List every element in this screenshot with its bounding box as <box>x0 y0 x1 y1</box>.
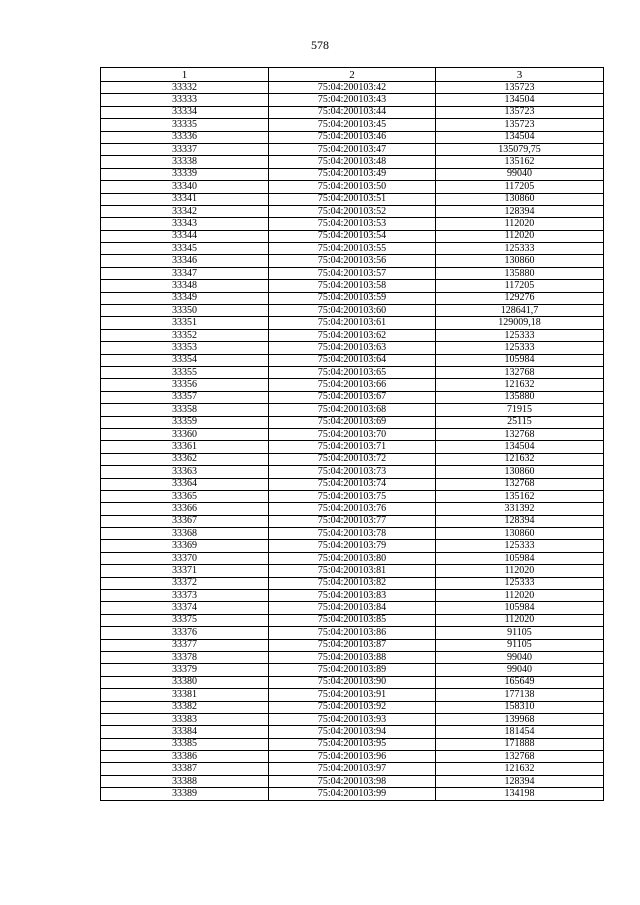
cadastral-number-cell: 75:04:200103:54 <box>269 230 436 242</box>
table-row <box>101 627 604 639</box>
row-number-cell: 33334 <box>101 106 269 118</box>
table-row <box>101 726 604 738</box>
cadastral-number-cell: 75:04:200103:86 <box>269 627 436 639</box>
row-number-cell: 33372 <box>101 577 269 589</box>
table-row <box>101 515 604 527</box>
cadastral-number-cell: 75:04:200103:71 <box>269 441 436 453</box>
row-number-cell: 33346 <box>101 255 269 267</box>
table-row <box>101 751 604 763</box>
cadastral-number-cell: 75:04:200103:44 <box>269 106 436 118</box>
table-row <box>101 366 604 378</box>
value-cell: 125333 <box>436 540 604 552</box>
row-number-cell: 33336 <box>101 131 269 143</box>
table-row <box>101 94 604 106</box>
table-row <box>101 664 604 676</box>
value-cell: 130860 <box>436 255 604 267</box>
table-row <box>101 478 604 490</box>
table-row <box>101 639 604 651</box>
table-row <box>101 552 604 564</box>
cadastral-number-cell: 75:04:200103:92 <box>269 701 436 713</box>
cadastral-number-cell: 75:04:200103:95 <box>269 738 436 750</box>
column-header-2: 2 <box>269 68 436 82</box>
cadastral-number-cell: 75:04:200103:51 <box>269 193 436 205</box>
table-row <box>101 416 604 428</box>
row-number-cell: 33385 <box>101 738 269 750</box>
table-row <box>101 168 604 180</box>
cadastral-number-cell: 75:04:200103:43 <box>269 94 436 106</box>
page-number: 578 <box>311 38 329 52</box>
cadastral-number-cell: 75:04:200103:79 <box>269 540 436 552</box>
value-cell: 112020 <box>436 590 604 602</box>
row-number-cell: 33367 <box>101 515 269 527</box>
row-number-cell: 33347 <box>101 267 269 279</box>
row-number-cell: 33388 <box>101 775 269 787</box>
cadastral-number-cell: 75:04:200103:94 <box>269 726 436 738</box>
row-number-cell: 33338 <box>101 156 269 168</box>
row-number-cell: 33344 <box>101 230 269 242</box>
table-row <box>101 218 604 230</box>
value-cell: 105984 <box>436 602 604 614</box>
cadastral-number-cell: 75:04:200103:74 <box>269 478 436 490</box>
cadastral-number-cell: 75:04:200103:57 <box>269 267 436 279</box>
table-body <box>101 82 604 801</box>
cadastral-number-cell: 75:04:200103:72 <box>269 453 436 465</box>
value-cell: 105984 <box>436 552 604 564</box>
cadastral-number-cell: 75:04:200103:99 <box>269 788 436 800</box>
table-row <box>101 428 604 440</box>
value-cell: 128394 <box>436 775 604 787</box>
value-cell: 25115 <box>436 416 604 428</box>
table-row <box>101 391 604 403</box>
table-row <box>101 143 604 155</box>
cadastral-number-cell: 75:04:200103:65 <box>269 366 436 378</box>
table-row <box>101 490 604 502</box>
value-cell: 132768 <box>436 366 604 378</box>
row-number-cell: 33360 <box>101 428 269 440</box>
cadastral-number-cell: 75:04:200103:70 <box>269 428 436 440</box>
value-cell: 99040 <box>436 664 604 676</box>
cadastral-number-cell: 75:04:200103:69 <box>269 416 436 428</box>
table-row <box>101 267 604 279</box>
row-number-cell: 33377 <box>101 639 269 651</box>
value-cell: 128394 <box>436 515 604 527</box>
row-number-cell: 33389 <box>101 788 269 800</box>
row-number-cell: 33335 <box>101 119 269 131</box>
row-number-cell: 33358 <box>101 404 269 416</box>
value-cell: 125333 <box>436 243 604 255</box>
value-cell: 135162 <box>436 156 604 168</box>
value-cell: 121632 <box>436 453 604 465</box>
value-cell: 121632 <box>436 379 604 391</box>
value-cell: 91105 <box>436 627 604 639</box>
row-number-cell: 33373 <box>101 590 269 602</box>
cadastral-number-cell: 75:04:200103:45 <box>269 119 436 131</box>
row-number-cell: 33371 <box>101 565 269 577</box>
row-number-cell: 33348 <box>101 280 269 292</box>
row-number-cell: 33355 <box>101 366 269 378</box>
value-cell: 112020 <box>436 218 604 230</box>
value-cell: 128641,7 <box>436 305 604 317</box>
table-row <box>101 230 604 242</box>
cadastral-number-cell: 75:04:200103:47 <box>269 143 436 155</box>
data-table <box>100 67 604 801</box>
row-number-cell: 33345 <box>101 243 269 255</box>
row-number-cell: 33382 <box>101 701 269 713</box>
table-row <box>101 577 604 589</box>
value-cell: 132768 <box>436 428 604 440</box>
cadastral-number-cell: 75:04:200103:80 <box>269 552 436 564</box>
value-cell: 117205 <box>436 181 604 193</box>
cadastral-number-cell: 75:04:200103:93 <box>269 713 436 725</box>
cadastral-number-cell: 75:04:200103:73 <box>269 466 436 478</box>
table-row <box>101 590 604 602</box>
row-number-cell: 33379 <box>101 664 269 676</box>
cadastral-number-cell: 75:04:200103:55 <box>269 243 436 255</box>
cadastral-number-cell: 75:04:200103:62 <box>269 329 436 341</box>
row-number-cell: 33369 <box>101 540 269 552</box>
value-cell: 128394 <box>436 205 604 217</box>
table-row <box>101 106 604 118</box>
cadastral-number-cell: 75:04:200103:98 <box>269 775 436 787</box>
row-number-cell: 33383 <box>101 713 269 725</box>
table-row <box>101 441 604 453</box>
cadastral-number-cell: 75:04:200103:52 <box>269 205 436 217</box>
row-number-cell: 33387 <box>101 763 269 775</box>
cadastral-number-cell: 75:04:200103:48 <box>269 156 436 168</box>
cadastral-number-cell: 75:04:200103:61 <box>269 317 436 329</box>
table-row <box>101 788 604 800</box>
row-number-cell: 33366 <box>101 503 269 515</box>
value-cell: 129276 <box>436 292 604 304</box>
cadastral-number-cell: 75:04:200103:53 <box>269 218 436 230</box>
value-cell: 165649 <box>436 676 604 688</box>
cadastral-number-cell: 75:04:200103:50 <box>269 181 436 193</box>
table-row <box>101 329 604 341</box>
cadastral-number-cell: 75:04:200103:68 <box>269 404 436 416</box>
value-cell: 99040 <box>436 168 604 180</box>
value-cell: 177138 <box>436 689 604 701</box>
value-cell: 125333 <box>436 577 604 589</box>
value-cell: 112020 <box>436 614 604 626</box>
value-cell: 121632 <box>436 763 604 775</box>
table-row <box>101 119 604 131</box>
value-cell: 132768 <box>436 478 604 490</box>
row-number-cell: 33359 <box>101 416 269 428</box>
table-row <box>101 82 604 94</box>
cadastral-number-cell: 75:04:200103:58 <box>269 280 436 292</box>
value-cell: 135723 <box>436 119 604 131</box>
cadastral-number-cell: 75:04:200103:64 <box>269 354 436 366</box>
cadastral-number-cell: 75:04:200103:77 <box>269 515 436 527</box>
cadastral-number-cell: 75:04:200103:63 <box>269 342 436 354</box>
cadastral-number-cell: 75:04:200103:60 <box>269 305 436 317</box>
row-number-cell: 33362 <box>101 453 269 465</box>
value-cell: 105984 <box>436 354 604 366</box>
value-cell: 130860 <box>436 528 604 540</box>
value-cell: 139968 <box>436 713 604 725</box>
value-cell: 331392 <box>436 503 604 515</box>
cadastral-number-cell: 75:04:200103:49 <box>269 168 436 180</box>
table-row <box>101 354 604 366</box>
table-row <box>101 689 604 701</box>
table-row <box>101 205 604 217</box>
cadastral-number-cell: 75:04:200103:56 <box>269 255 436 267</box>
cadastral-number-cell: 75:04:200103:82 <box>269 577 436 589</box>
value-cell: 135723 <box>436 106 604 118</box>
value-cell: 134504 <box>436 94 604 106</box>
row-number-cell: 33351 <box>101 317 269 329</box>
table-row <box>101 775 604 787</box>
table-row <box>101 503 604 515</box>
row-number-cell: 33384 <box>101 726 269 738</box>
value-cell: 71915 <box>436 404 604 416</box>
table-row <box>101 280 604 292</box>
cadastral-number-cell: 75:04:200103:67 <box>269 391 436 403</box>
row-number-cell: 33349 <box>101 292 269 304</box>
value-cell: 125333 <box>436 342 604 354</box>
row-number-cell: 33354 <box>101 354 269 366</box>
value-cell: 135723 <box>436 82 604 94</box>
cadastral-number-cell: 75:04:200103:46 <box>269 131 436 143</box>
cadastral-number-cell: 75:04:200103:83 <box>269 590 436 602</box>
table-row <box>101 614 604 626</box>
cadastral-number-cell: 75:04:200103:97 <box>269 763 436 775</box>
cadastral-number-cell: 75:04:200103:59 <box>269 292 436 304</box>
cadastral-number-cell: 75:04:200103:42 <box>269 82 436 94</box>
cadastral-number-cell: 75:04:200103:81 <box>269 565 436 577</box>
value-cell: 91105 <box>436 639 604 651</box>
value-cell: 135880 <box>436 267 604 279</box>
row-number-cell: 33342 <box>101 205 269 217</box>
cadastral-number-cell: 75:04:200103:87 <box>269 639 436 651</box>
cadastral-number-cell: 75:04:200103:84 <box>269 602 436 614</box>
row-number-cell: 33374 <box>101 602 269 614</box>
table-row <box>101 565 604 577</box>
table-header-row <box>101 68 604 82</box>
row-number-cell: 33341 <box>101 193 269 205</box>
value-cell: 112020 <box>436 230 604 242</box>
cadastral-number-cell: 75:04:200103:66 <box>269 379 436 391</box>
value-cell: 134504 <box>436 131 604 143</box>
table-row <box>101 255 604 267</box>
table-row <box>101 292 604 304</box>
table-row <box>101 676 604 688</box>
table-row <box>101 131 604 143</box>
table-row <box>101 243 604 255</box>
table-row <box>101 305 604 317</box>
table-row <box>101 404 604 416</box>
value-cell: 135880 <box>436 391 604 403</box>
row-number-cell: 33363 <box>101 466 269 478</box>
value-cell: 158310 <box>436 701 604 713</box>
table-row <box>101 342 604 354</box>
value-cell: 99040 <box>436 651 604 663</box>
table-row <box>101 156 604 168</box>
value-cell: 135079,75 <box>436 143 604 155</box>
row-number-cell: 33337 <box>101 143 269 155</box>
cadastral-number-cell: 75:04:200103:88 <box>269 651 436 663</box>
row-number-cell: 33381 <box>101 689 269 701</box>
table-row <box>101 453 604 465</box>
table-row <box>101 466 604 478</box>
value-cell: 135162 <box>436 490 604 502</box>
table-row <box>101 701 604 713</box>
table-row <box>101 651 604 663</box>
cadastral-number-cell: 75:04:200103:91 <box>269 689 436 701</box>
row-number-cell: 33380 <box>101 676 269 688</box>
row-number-cell: 33365 <box>101 490 269 502</box>
table-row <box>101 540 604 552</box>
value-cell: 130860 <box>436 193 604 205</box>
row-number-cell: 33352 <box>101 329 269 341</box>
value-cell: 117205 <box>436 280 604 292</box>
table-row <box>101 738 604 750</box>
table-row <box>101 528 604 540</box>
cadastral-number-cell: 75:04:200103:78 <box>269 528 436 540</box>
row-number-cell: 33368 <box>101 528 269 540</box>
cadastral-number-cell: 75:04:200103:85 <box>269 614 436 626</box>
table-row <box>101 379 604 391</box>
cadastral-number-cell: 75:04:200103:89 <box>269 664 436 676</box>
table-row <box>101 193 604 205</box>
value-cell: 125333 <box>436 329 604 341</box>
value-cell: 171888 <box>436 738 604 750</box>
cadastral-number-cell: 75:04:200103:75 <box>269 490 436 502</box>
row-number-cell: 33364 <box>101 478 269 490</box>
value-cell: 134504 <box>436 441 604 453</box>
cadastral-number-cell: 75:04:200103:90 <box>269 676 436 688</box>
row-number-cell: 33343 <box>101 218 269 230</box>
row-number-cell: 33339 <box>101 168 269 180</box>
row-number-cell: 33332 <box>101 82 269 94</box>
column-header-1: 1 <box>101 68 269 82</box>
row-number-cell: 33357 <box>101 391 269 403</box>
row-number-cell: 33333 <box>101 94 269 106</box>
row-number-cell: 33350 <box>101 305 269 317</box>
row-number-cell: 33361 <box>101 441 269 453</box>
table-row <box>101 763 604 775</box>
column-header-3: 3 <box>436 68 604 82</box>
cadastral-number-cell: 75:04:200103:76 <box>269 503 436 515</box>
value-cell: 181454 <box>436 726 604 738</box>
value-cell: 112020 <box>436 565 604 577</box>
value-cell: 130860 <box>436 466 604 478</box>
row-number-cell: 33386 <box>101 751 269 763</box>
table-row <box>101 317 604 329</box>
row-number-cell: 33378 <box>101 651 269 663</box>
row-number-cell: 33376 <box>101 627 269 639</box>
row-number-cell: 33353 <box>101 342 269 354</box>
row-number-cell: 33375 <box>101 614 269 626</box>
value-cell: 132768 <box>436 751 604 763</box>
row-number-cell: 33340 <box>101 181 269 193</box>
table-row <box>101 181 604 193</box>
value-cell: 134198 <box>436 788 604 800</box>
cadastral-number-cell: 75:04:200103:96 <box>269 751 436 763</box>
row-number-cell: 33370 <box>101 552 269 564</box>
table-row <box>101 713 604 725</box>
table-row <box>101 602 604 614</box>
value-cell: 129009,18 <box>436 317 604 329</box>
row-number-cell: 33356 <box>101 379 269 391</box>
